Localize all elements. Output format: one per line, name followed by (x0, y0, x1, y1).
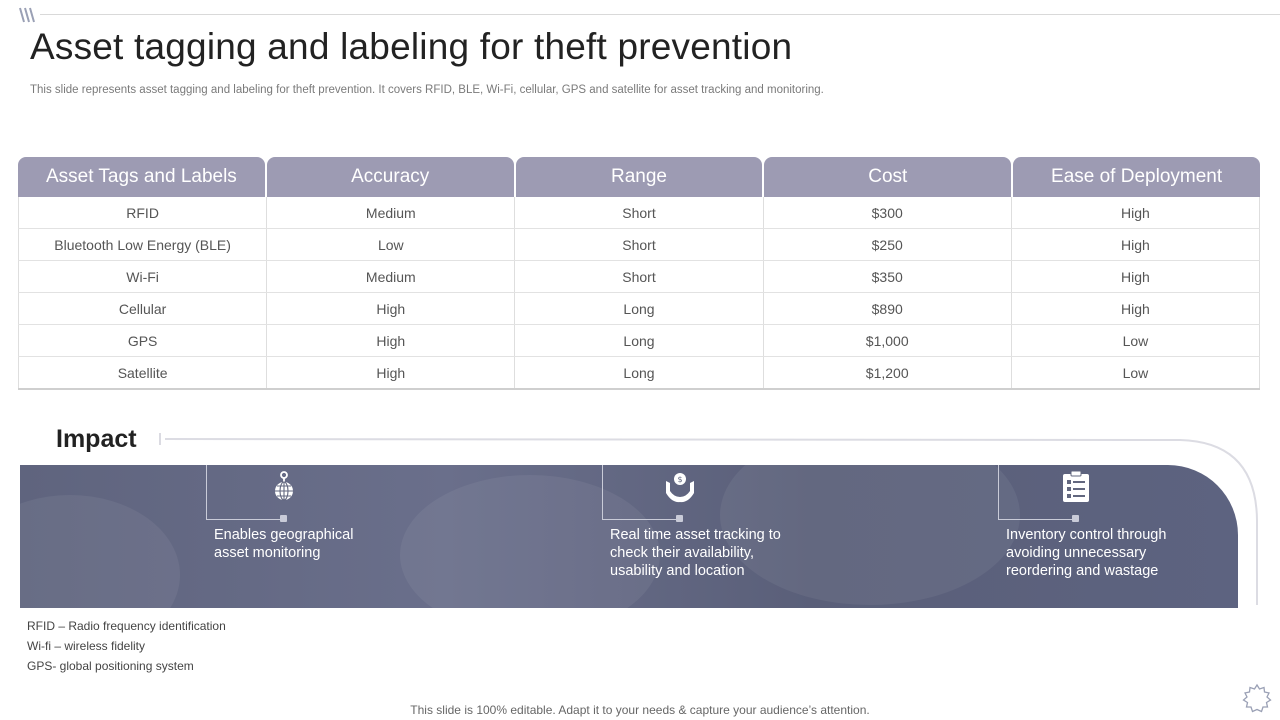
table-cell: Low (266, 229, 514, 260)
table-cell: High (1011, 197, 1260, 228)
table-cell: High (1011, 229, 1260, 260)
globe-pin-icon (266, 469, 302, 505)
checklist-icon (1058, 469, 1094, 505)
hand-coin-icon (662, 469, 698, 505)
table-cell: $1,200 (763, 357, 1011, 388)
background-shade (20, 495, 180, 608)
table-row (18, 325, 1260, 357)
table-cell: High (266, 293, 514, 324)
table-cell: $890 (763, 293, 1011, 324)
table-cell: Satellite (18, 357, 266, 388)
table-cell: High (1011, 261, 1260, 292)
table-row (18, 197, 1260, 229)
column-header: Range (516, 157, 763, 197)
table-cell: High (1011, 293, 1260, 324)
table-row (18, 357, 1260, 388)
connector-dot (280, 515, 287, 522)
table-cell: Low (1011, 325, 1260, 356)
table-cell: Short (514, 197, 762, 228)
table-cell: Long (514, 325, 762, 356)
table-cell: High (266, 325, 514, 356)
table-cell: Short (514, 261, 762, 292)
column-header: Ease of Deployment (1013, 157, 1260, 197)
page-subtitle: This slide represents asset tagging and labeling for theft prevention. It covers RFID, BLE, Wi-Fi, cellular, GPS and satellite for asset tracking and monitoring. (30, 84, 824, 96)
table-row (18, 261, 1260, 293)
table-cell: Medium (266, 261, 514, 292)
table-cell: Short (514, 229, 762, 260)
table-cell: Cellular (18, 293, 266, 324)
table-cell: Long (514, 293, 762, 324)
table-cell: Wi-Fi (18, 261, 266, 292)
gear-icon (1240, 682, 1274, 716)
table-cell: Long (514, 357, 762, 388)
impact-heading: Impact (56, 425, 137, 453)
table-cell: Low (1011, 357, 1260, 388)
top-divider (40, 14, 1280, 15)
column-header: Asset Tags and Labels (18, 157, 265, 197)
table-cell: $300 (763, 197, 1011, 228)
column-header: Cost (764, 157, 1011, 197)
table-cell: High (266, 357, 514, 388)
connector-dot (676, 515, 683, 522)
abbreviation-item: Wi-fi – wireless fidelity (27, 639, 146, 653)
impact-item-text: Enables geographical asset monitoring (214, 527, 354, 561)
brand-logo-icon (18, 6, 38, 24)
svg-text:$: $ (677, 475, 683, 484)
table-row (18, 293, 1260, 325)
table-body (18, 197, 1260, 390)
impact-item-text: Real time asset tracking to check their availability, usability and location (610, 527, 781, 579)
page-title: Asset tagging and labeling for theft prevention (30, 26, 793, 67)
table-row (18, 229, 1260, 261)
column-header: Accuracy (267, 157, 514, 197)
impact-panel (20, 465, 1238, 608)
comparison-table (18, 157, 1260, 390)
table-cell: $350 (763, 261, 1011, 292)
impact-item-inventory-control (998, 465, 1238, 608)
impact-item-real-time-tracking (602, 465, 862, 608)
connector-dot (1072, 515, 1079, 522)
table-header-row (18, 157, 1260, 197)
table-cell: $1,000 (763, 325, 1011, 356)
abbreviation-item: GPS- global positioning system (27, 659, 194, 673)
footer-note: This slide is 100% editable. Adapt it to your needs & capture your audience’s attention. (410, 703, 870, 717)
table-cell: Medium (266, 197, 514, 228)
table-cell: GPS (18, 325, 266, 356)
table-cell: RFID (18, 197, 266, 228)
table-cell: $250 (763, 229, 1011, 260)
abbreviation-item: RFID – Radio frequency identification (27, 619, 226, 633)
table-cell: Bluetooth Low Energy (BLE) (18, 229, 266, 260)
abbreviation-notes (27, 616, 226, 676)
impact-item-geographical-monitoring (206, 465, 466, 608)
impact-item-text: Inventory control through avoiding unnecessary reordering and wastage (1006, 527, 1167, 579)
